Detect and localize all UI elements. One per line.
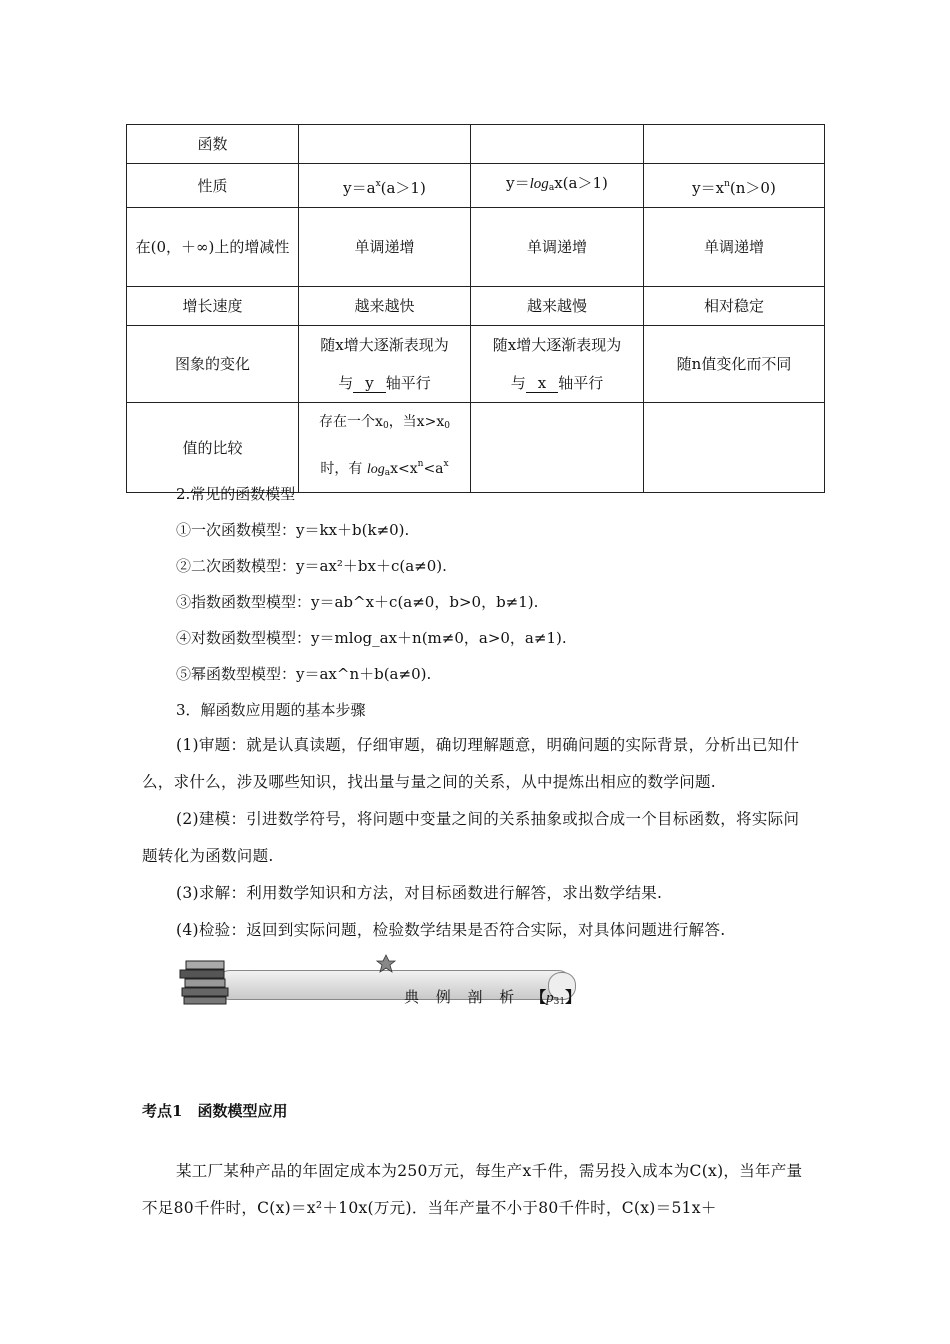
header-cell: 函数 (127, 125, 299, 164)
table-row-speed (127, 287, 825, 326)
function-properties-table (126, 124, 825, 493)
header-cell (299, 125, 471, 164)
section-2-title: 2.常见的函数模型 (176, 485, 296, 503)
cell-logarithmic: $y=\log_ax(a>1)$ (471, 164, 644, 208)
table-row-compare (127, 403, 825, 493)
table-row-graph (127, 326, 825, 403)
section-3-title: 3．解函数应用题的基本步骤 (176, 701, 366, 719)
table-cell (471, 403, 644, 493)
kaodian-heading: 考点1 函数模型应用 (142, 1102, 288, 1120)
row-label: 增长速度 (127, 287, 299, 326)
step-paragraph: (2)建模：引进数学符号，将问题中变量之间的关系抽象或拟合成一个目标函数，将实际问题转化为函数问题. (142, 810, 800, 865)
leaf-icon (376, 954, 396, 974)
table-cell: 越来越快 (299, 287, 471, 326)
step-paragraph: (3)求解：利用数学知识和方法，对目标函数进行解答，求出数学结果. (176, 884, 663, 902)
row-label: 性质 (127, 164, 299, 208)
table-row-properties (127, 164, 825, 208)
model-item: ③指数函数型模型：y＝ab^x＋c(a≠0，b>0，b≠1). (176, 593, 539, 611)
books-icon (176, 950, 236, 1010)
row-label: 值的比较 (127, 403, 299, 493)
problem-paragraph: 某工厂某种产品的年固定成本为250万元，每生产x千件，需另投入成本为C(x)，当年产量不足80千件时，C(x)＝x²＋10x(万元)．当年产量不小于80千件时，C(x)＝51x＋ (142, 1162, 803, 1217)
table-cell: 相对稳定 (644, 287, 825, 326)
cell-power: $y=x^n(n>0)$ (644, 164, 825, 208)
step-paragraph: (4)检验：返回到实际问题，检验数学结果是否符合实际，对具体问题进行解答. (176, 921, 726, 939)
table-cell (644, 403, 825, 493)
table-cell: 单调递增 (299, 208, 471, 287)
table-cell: 随n值变化而不同 (644, 326, 825, 403)
row-label: 在(0，＋∞)上的增减性 (127, 208, 299, 287)
banner-title: 典 例 剖 析 【$p_{31}$】 (404, 988, 581, 1007)
model-item: ⑤幂函数型模型：y＝ax^n＋b(a≠0). (176, 665, 432, 683)
model-item: ①一次函数模型：y＝kx＋b(k≠0). (176, 521, 410, 539)
table-header-row (127, 125, 825, 164)
table-cell: 随x增大逐渐表现为 与 x 轴平行 (471, 326, 644, 403)
table-row-monotonicity (127, 208, 825, 287)
row-label: 图象的变化 (127, 326, 299, 403)
cell-exponential: $y=a^x(a>1)$ (299, 164, 471, 208)
table-cell: 单调递增 (471, 208, 644, 287)
table-cell: 越来越慢 (471, 287, 644, 326)
header-cell (644, 125, 825, 164)
model-item: ④对数函数型模型：y＝mlog_ax＋n(m≠0，a>0，a≠1). (176, 629, 567, 647)
header-cell (471, 125, 644, 164)
example-banner (176, 950, 596, 1014)
step-paragraph: (1)审题：就是认真读题，仔细审题，确切理解题意，明确问题的实际背景，分析出已知什么，求什么，涉及哪些知识，找出量与量之间的关系，从中提炼出相应的数学问题. (142, 736, 800, 791)
table-cell: 单调递增 (644, 208, 825, 287)
model-item: ②二次函数模型：y＝ax²＋bx＋c(a≠0). (176, 557, 447, 575)
table-cell: 存在一个$x_0$，当$x>x_0$ 时，有 $\log_ax<x^n<a^x$ (299, 403, 471, 493)
table-cell: 随x增大逐渐表现为 与 y 轴平行 (299, 326, 471, 403)
